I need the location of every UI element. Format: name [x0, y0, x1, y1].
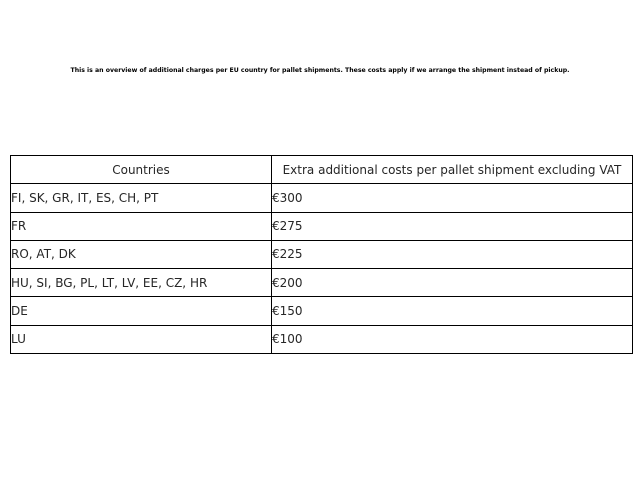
table-row — [11, 297, 633, 325]
cost-cell: €275 — [272, 212, 633, 240]
charges-table — [10, 155, 633, 354]
table-row — [11, 240, 633, 268]
cost-cell: €225 — [272, 240, 633, 268]
column-header-countries: Countries — [11, 156, 272, 184]
countries-cell: FR — [11, 212, 272, 240]
countries-cell: HU, SI, BG, PL, LT, LV, EE, CZ, HR — [11, 269, 272, 297]
table-row — [11, 325, 633, 353]
overview-note: This is an overview of additional charges per EU country for pallet shipments. These costs apply if we arrange the shipment instead of pickup. — [70, 67, 570, 74]
countries-cell: RO, AT, DK — [11, 240, 272, 268]
countries-cell: FI, SK, GR, IT, ES, CH, PT — [11, 184, 272, 212]
table-row — [11, 269, 633, 297]
cost-cell: €300 — [272, 184, 633, 212]
table-header-row — [11, 156, 633, 184]
cost-cell: €200 — [272, 269, 633, 297]
cost-cell: €150 — [272, 297, 633, 325]
countries-cell: LU — [11, 325, 272, 353]
countries-cell: DE — [11, 297, 272, 325]
cost-cell: €100 — [272, 325, 633, 353]
table-row — [11, 184, 633, 212]
table-row — [11, 212, 633, 240]
column-header-costs: Extra additional costs per pallet shipment excluding VAT — [272, 156, 633, 184]
